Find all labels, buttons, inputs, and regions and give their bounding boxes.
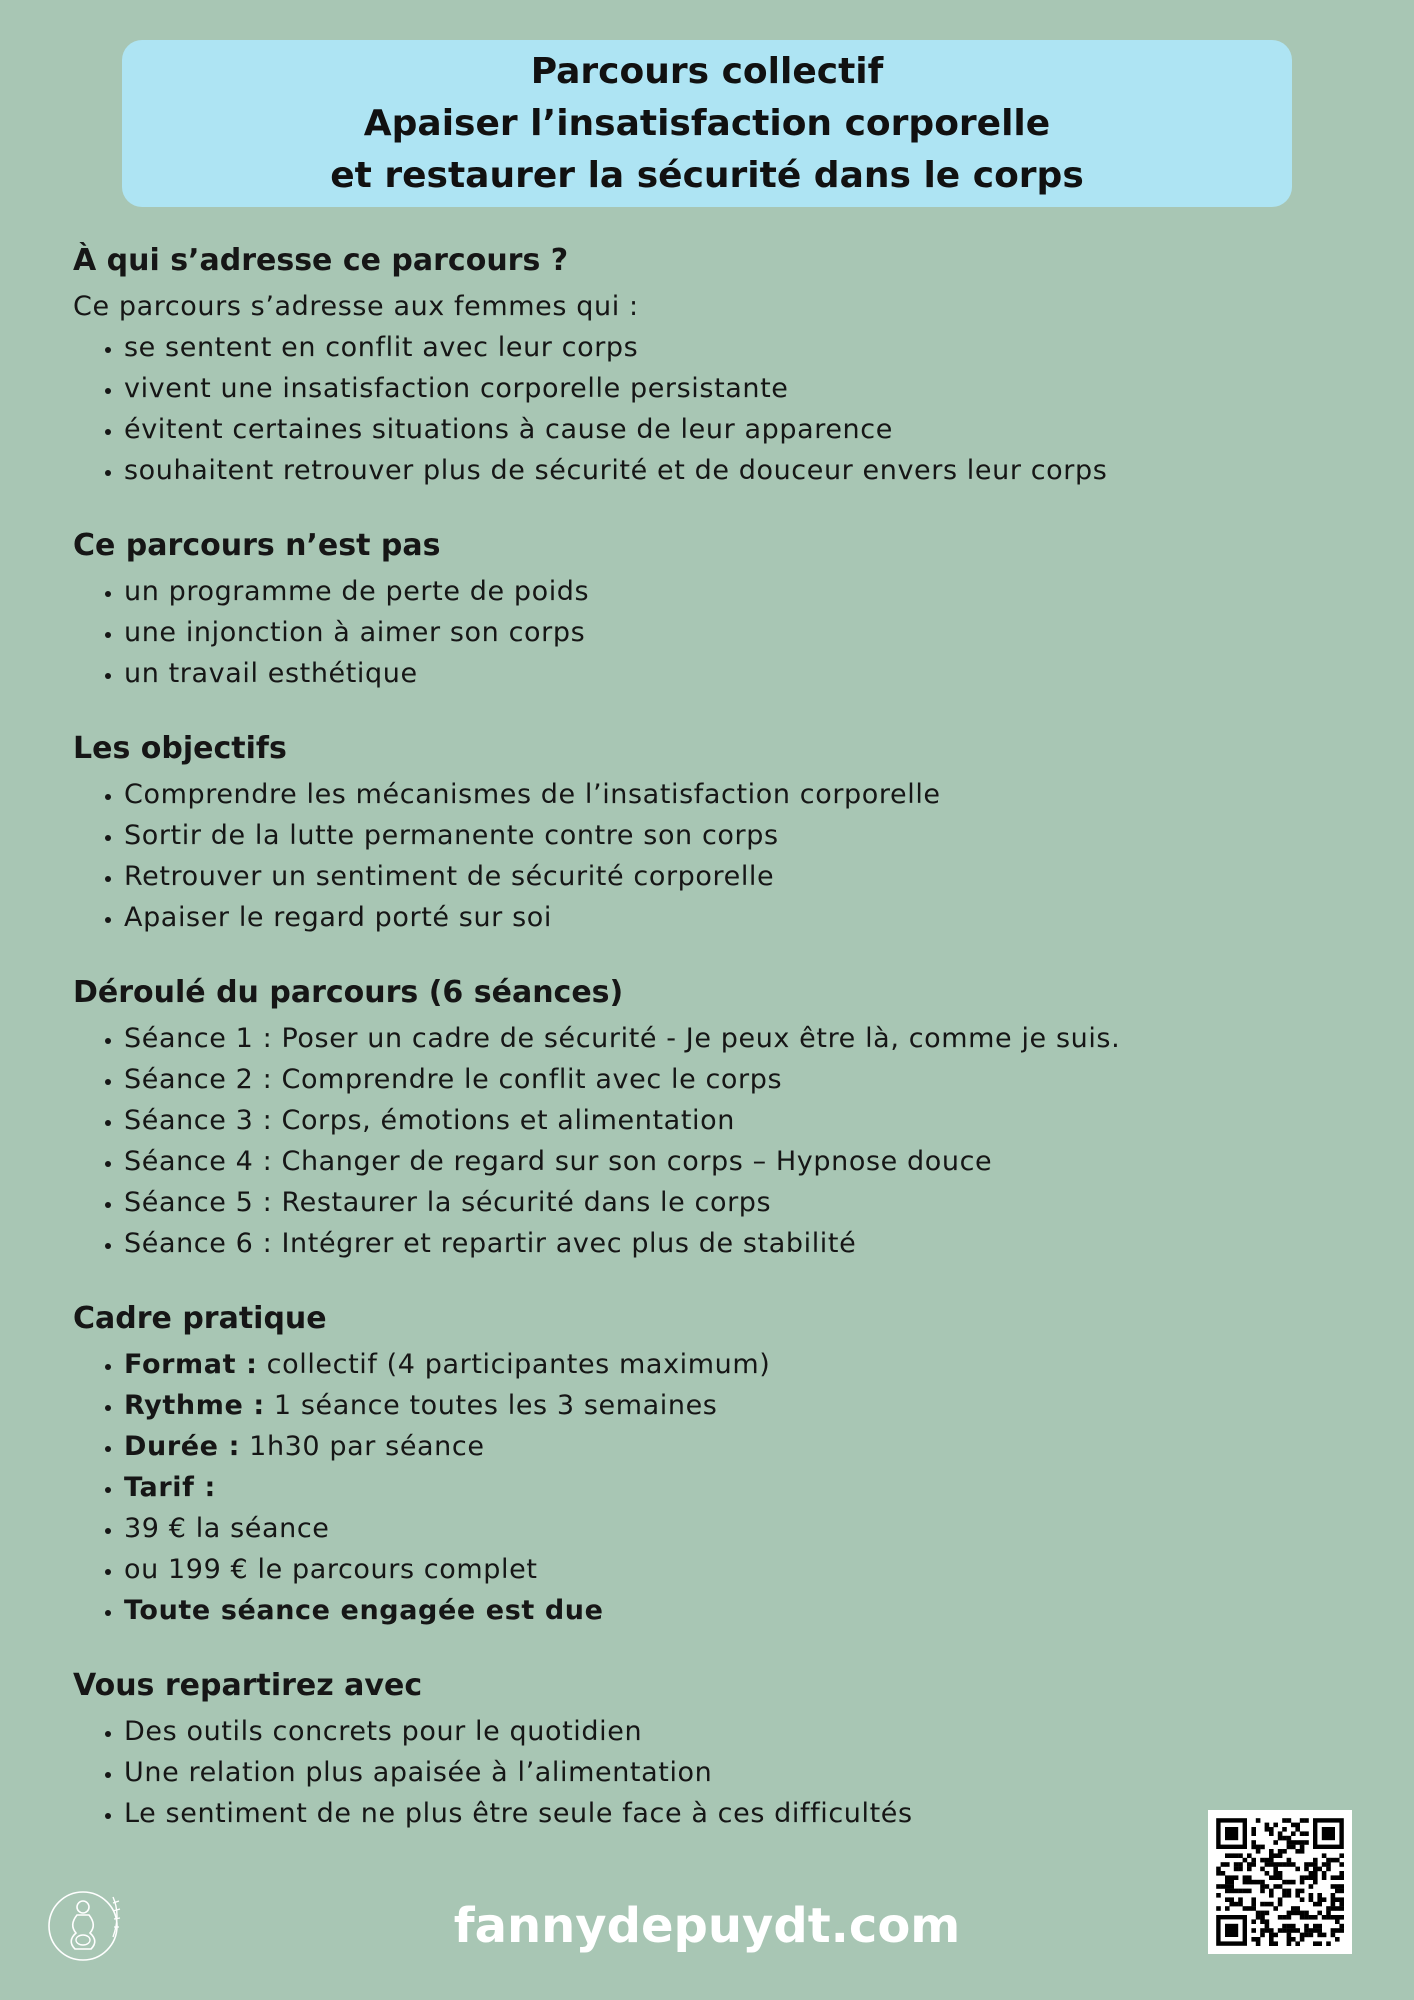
section-not bbox=[73, 521, 1293, 694]
website-url[interactable]: fannydepuydt.com bbox=[453, 1898, 961, 1954]
item-value: collectif (4 participantes maximum) bbox=[257, 1349, 771, 1380]
list-item: • Séance 2 : Comprendre le conflit avec le corps bbox=[124, 1059, 1293, 1100]
list-item: • Séance 1 : Poser un cadre de sécurité - Je peux être là, comme je suis. bbox=[124, 1018, 1293, 1059]
list-item: • Séance 5 : Restaurer la sécurité dans le corps bbox=[124, 1182, 1293, 1223]
item-value: 1h30 par séance bbox=[239, 1431, 485, 1462]
list-item: • un programme de perte de poids bbox=[124, 571, 1293, 612]
takeaways-list bbox=[73, 1711, 1293, 1834]
list-item bbox=[124, 1344, 1293, 1385]
practical-list bbox=[73, 1344, 1293, 1631]
section-heading: À qui s’adresse ce parcours ? bbox=[73, 243, 569, 278]
list-item: • souhaitent retrouver plus de sécurité et de douceur envers leur corps bbox=[124, 450, 1293, 491]
item-label: Durée : bbox=[124, 1431, 240, 1462]
list-item: • vivent une insatisfaction corporelle persistante bbox=[124, 368, 1293, 409]
item-label: Toute séance engagée est due bbox=[124, 1595, 604, 1626]
list-item: • Séance 4 : Changer de regard sur son corps – Hypnose douce bbox=[124, 1141, 1293, 1182]
item-label: Rythme : bbox=[124, 1390, 265, 1421]
list-item bbox=[124, 1385, 1293, 1426]
list-item: • Séance 3 : Corps, émotions et alimentation bbox=[124, 1100, 1293, 1141]
section-heading: Les objectifs bbox=[73, 731, 287, 766]
list-item: • Apaiser le regard porté sur soi bbox=[124, 897, 1293, 938]
main-content bbox=[73, 236, 1293, 1864]
section-practical bbox=[73, 1294, 1293, 1631]
goals-list bbox=[73, 774, 1293, 938]
audience-list bbox=[73, 327, 1293, 491]
title-banner bbox=[122, 40, 1292, 207]
item-label: Tarif : bbox=[124, 1472, 216, 1503]
list-item bbox=[124, 1549, 1293, 1590]
item-label: Format : bbox=[124, 1349, 258, 1380]
list-item: • Une relation plus apaisée à l’alimentation bbox=[124, 1752, 1293, 1793]
list-item: • se sentent en conflit avec leur corps bbox=[124, 327, 1293, 368]
list-item bbox=[124, 1426, 1293, 1467]
title-line-2: Apaiser l’insatisfaction corporelle bbox=[363, 102, 1051, 144]
list-item: • Retrouver un sentiment de sécurité corporelle bbox=[124, 856, 1293, 897]
item-value: 39 € la séance bbox=[124, 1513, 330, 1544]
section-intro: Ce parcours s’adresse aux femmes qui : bbox=[73, 291, 639, 322]
list-item: • Des outils concrets pour le quotidien bbox=[124, 1711, 1293, 1752]
section-heading: Ce parcours n’est pas bbox=[73, 528, 441, 563]
list-item: • évitent certaines situations à cause de leur apparence bbox=[124, 409, 1293, 450]
list-item: • une injonction à aimer son corps bbox=[124, 612, 1293, 653]
section-goals bbox=[73, 724, 1293, 938]
list-item: • Le sentiment de ne plus être seule face à ces difficultés bbox=[124, 1793, 1293, 1834]
qr-code-icon bbox=[1208, 1810, 1352, 1954]
list-item: • Sortir de la lutte permanente contre son corps bbox=[124, 815, 1293, 856]
section-sessions bbox=[73, 968, 1293, 1264]
list-item: • Comprendre les mécanismes de l’insatisfaction corporelle bbox=[124, 774, 1293, 815]
section-heading: Déroulé du parcours (6 séances) bbox=[73, 975, 624, 1010]
not-list bbox=[73, 571, 1293, 694]
item-value: ou 199 € le parcours complet bbox=[124, 1554, 538, 1585]
section-takeaways bbox=[73, 1661, 1293, 1834]
section-heading: Cadre pratique bbox=[73, 1301, 327, 1336]
title-line-3: et restaurer la sécurité dans le corps bbox=[330, 154, 1084, 196]
sessions-list bbox=[73, 1018, 1293, 1264]
list-item: • Séance 6 : Intégrer et repartir avec plus de stabilité bbox=[124, 1223, 1293, 1264]
list-item bbox=[124, 1590, 1293, 1631]
list-item: • un travail esthétique bbox=[124, 653, 1293, 694]
list-item bbox=[124, 1508, 1293, 1549]
list-item bbox=[124, 1467, 1293, 1508]
item-value: 1 séance toutes les 3 semaines bbox=[264, 1390, 718, 1421]
title-line-1: Parcours collectif bbox=[530, 50, 884, 92]
section-audience bbox=[73, 236, 1293, 491]
section-heading: Vous repartirez avec bbox=[73, 1668, 423, 1703]
